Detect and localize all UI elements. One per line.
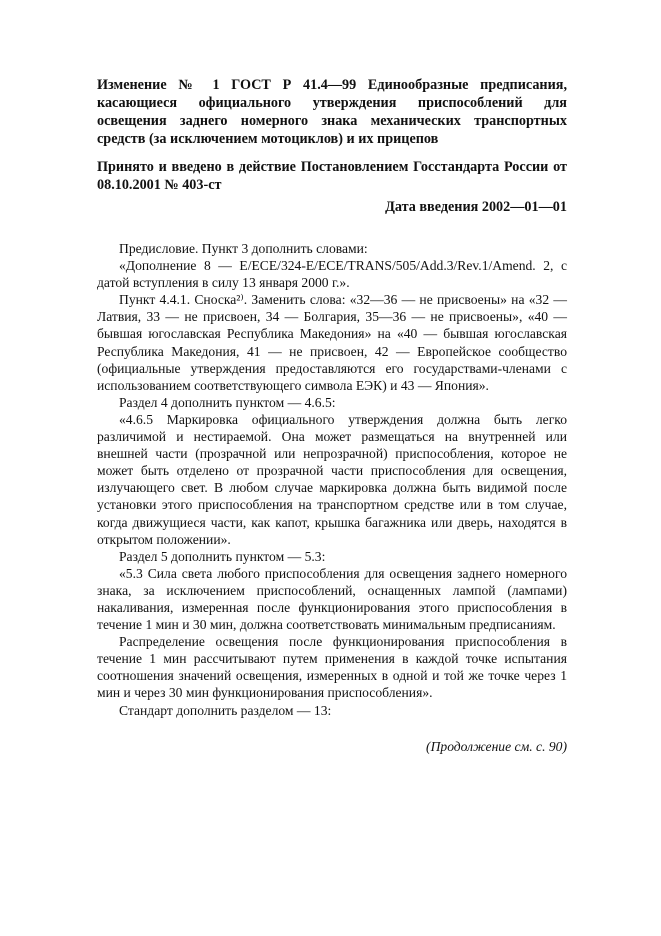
document-body: [97, 240, 567, 719]
paragraph-preface: Предисловие. Пункт 3 дополнить словами:: [119, 241, 368, 256]
adoption-statement: Принято и введено в действие Постановлением Госстандарта России от 08.10.2001 № 403-ст: [97, 159, 567, 193]
paragraph-supplement-8: «Дополнение 8 — E/ECE/324-E/ECE/TRANS/505/Add.3/Rev.1/Amend. 2, с датой вступления в силу 13 января 2000 г.».: [97, 258, 567, 291]
paragraph-4-6-5: «4.6.5 Маркировка официального утверждения должна быть легко различимой и нестираемой. Она может размещаться на внутренней или внешней части (прозрачной или непрозрачной) приспособления, которое не может быть отделено от прозрачной части приспособления для освещения, излучающего свет. В любом случае маркировка должна быть видимой после установки этого приспособления на транспортном средстве или в том случае, когда движущиеся части, как капот, крышка багажника или дверь, находятся в открытом положении».: [97, 411, 567, 547]
paragraph-section-4: Раздел 4 дополнить пунктом — 4.6.5:: [119, 394, 336, 410]
amendment-title: Изменение № 1 ГОСТ Р 41.4—99 Единообразные предписания, касающиеся официального утверждения приспособлений для освещения заднего номерного знака механических транспортных средств (за исключением мотоциклов) и их прицепов: [97, 77, 567, 147]
continuation-note: (Продолжение см. с. 90): [426, 738, 567, 754]
paragraph-4-4-1-footnote: Пункт 4.4.1. Сноска²⁾. Заменить слова: «32—36 — не присвоены» на «32 — Латвия, 33 — не присвоен, 34 — Болгария, 35—36 — не присвоены», «40 — бывшая югославская Республика Македония» на «40 — бывшая югославская Республика Македония, 41 — не присвоен, 42 — Европейское сообщество (официальные утверждения предоставляются его государствами-членами с использованием соответствующего символа ЕЭК) и 43 — Япония».: [97, 292, 567, 393]
introduction-date: Дата введения 2002—01—01: [385, 199, 567, 215]
paragraph-light-distribution: Распределение освещения после функционирования приспособления в течение 1 мин рассчитывают путем применения в каждой точке испытания соотношения значений освещения, измеренных в одной и той же точке через 1 мин и через 30 мин функционирования приспособления».: [97, 634, 567, 701]
paragraph-section-5: Раздел 5 дополнить пунктом — 5.3:: [119, 548, 326, 564]
paragraph-section-13: Стандарт дополнить разделом — 13:: [119, 702, 332, 718]
document-page: [97, 76, 567, 755]
paragraph-5-3: «5.3 Сила света любого приспособления для освещения заднего номерного знака, за исключением приспособлений, оснащенных лампой (лампами) накаливания, измеренная после функционирования этого приспособления в течение 1 мин и 30 мин, должна соответствовать минимальным предписаниям.: [97, 565, 567, 633]
